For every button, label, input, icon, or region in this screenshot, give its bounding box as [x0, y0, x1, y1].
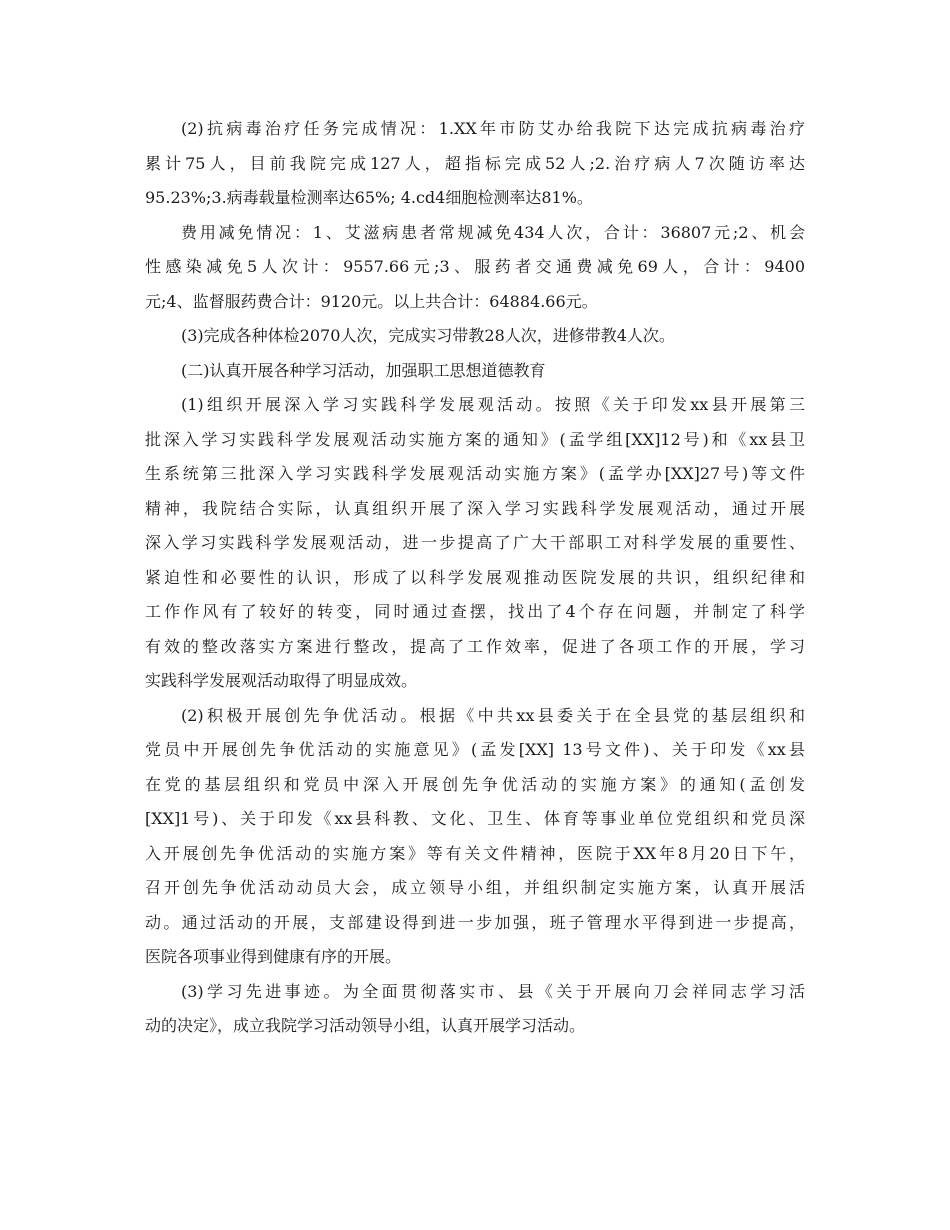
text-line: 精神，我院结合实际，认真组织开展了深入学习实践科学发展观活动，通过开展	[145, 498, 805, 518]
text-line: 深入学习实践科学发展观活动，进一步提高了广大干部职工对科学发展的重要性、	[145, 533, 805, 552]
text-line: 95.23%;3.病毒载量检测率达65%; 4.cd4细胞检测率达81%。	[145, 188, 593, 207]
text-line: 入开展创先争优活动的实施方案》等有关文件精神，医院于XX年8月20日下午，	[145, 843, 805, 863]
text-line: 紧迫性和必要性的认识，形成了以科学发展观推动医院发展的共识，组织纪律和	[145, 567, 805, 587]
document-body	[145, 112, 805, 1044]
section-heading: (二)认真开展各种学习活动，加强职工思想道德教育	[181, 360, 546, 380]
text-line: 性感染减免5人次计：9557.66元;3、服药者交通费减免69人，合计：9400	[145, 257, 805, 276]
text-line: (2)抗病毒治疗任务完成情况：1.XX年市防艾办给我院下达完成抗病毒治疗	[181, 119, 805, 138]
text-line: 有效的整改落实方案进行整改，提高了工作效率，促进了各项工作的开展，学习	[145, 636, 805, 656]
text-line: 在党的基层组织和党员中深入开展创先争优活动的实施方案》的通知(孟创发	[145, 774, 805, 794]
text-line: 党员中开展创先争优活动的实施意见》(孟发[XX] 13号文件)、关于印发《xx县	[145, 740, 805, 759]
text-line: [XX]1号)、关于印发《xx县科教、文化、卫生、体育等事业单位党组织和党员深	[145, 809, 805, 828]
text-line: 动。通过活动的开展，支部建设得到进一步加强，班子管理水平得到进一步提高，	[145, 912, 805, 932]
text-line: (1)组织开展深入学习实践科学发展观活动。按照《关于印发xx县开展第三	[181, 395, 805, 414]
text-line: 医院各项事业得到健康有序的开展。	[145, 947, 402, 966]
text-line: 费用减免情况：1、艾滋病患者常规减免434人次，合计：36807元;2、机会	[181, 222, 805, 242]
text-line: (3)完成各种体检2070人次，完成实习带教28人次，进修带教4人次。	[181, 326, 675, 345]
text-line: (2)积极开展创先争优活动。根据《中共xx县委关于在全县党的基层组织和	[181, 705, 805, 725]
text-line: 工作作风有了较好的转变，同时通过查摆，找出了4个存在问题，并制定了科学	[145, 602, 805, 621]
text-line: 元;4、监督服药费合计：9120元。以上共合计：64884.66元。	[145, 291, 598, 311]
text-line: 实践科学发展观活动取得了明显成效。	[145, 671, 418, 690]
text-line: 召开创先争优活动动员大会，成立领导小组，并组织制定实施方案，认真开展活	[145, 878, 805, 897]
text-line: 累计75人，目前我院完成127人，超指标完成52人;2.治疗病人7次随访率达	[145, 153, 805, 173]
text-line: 批深入学习实践科学发展观活动实施方案的通知》(孟学组[XX]12号)和《xx县卫	[145, 429, 805, 449]
text-line: 生系统第三批深入学习实践科学发展观活动实施方案》(孟学办[XX]27号)等文件	[145, 464, 805, 483]
text-line: 动的决定》，成立我院学习活动领导小组，认真开展学习活动。	[145, 1016, 586, 1035]
text-line: (3)学习先进事迹。为全面贯彻落实市、县《关于开展向刀会祥同志学习活	[181, 981, 805, 1001]
